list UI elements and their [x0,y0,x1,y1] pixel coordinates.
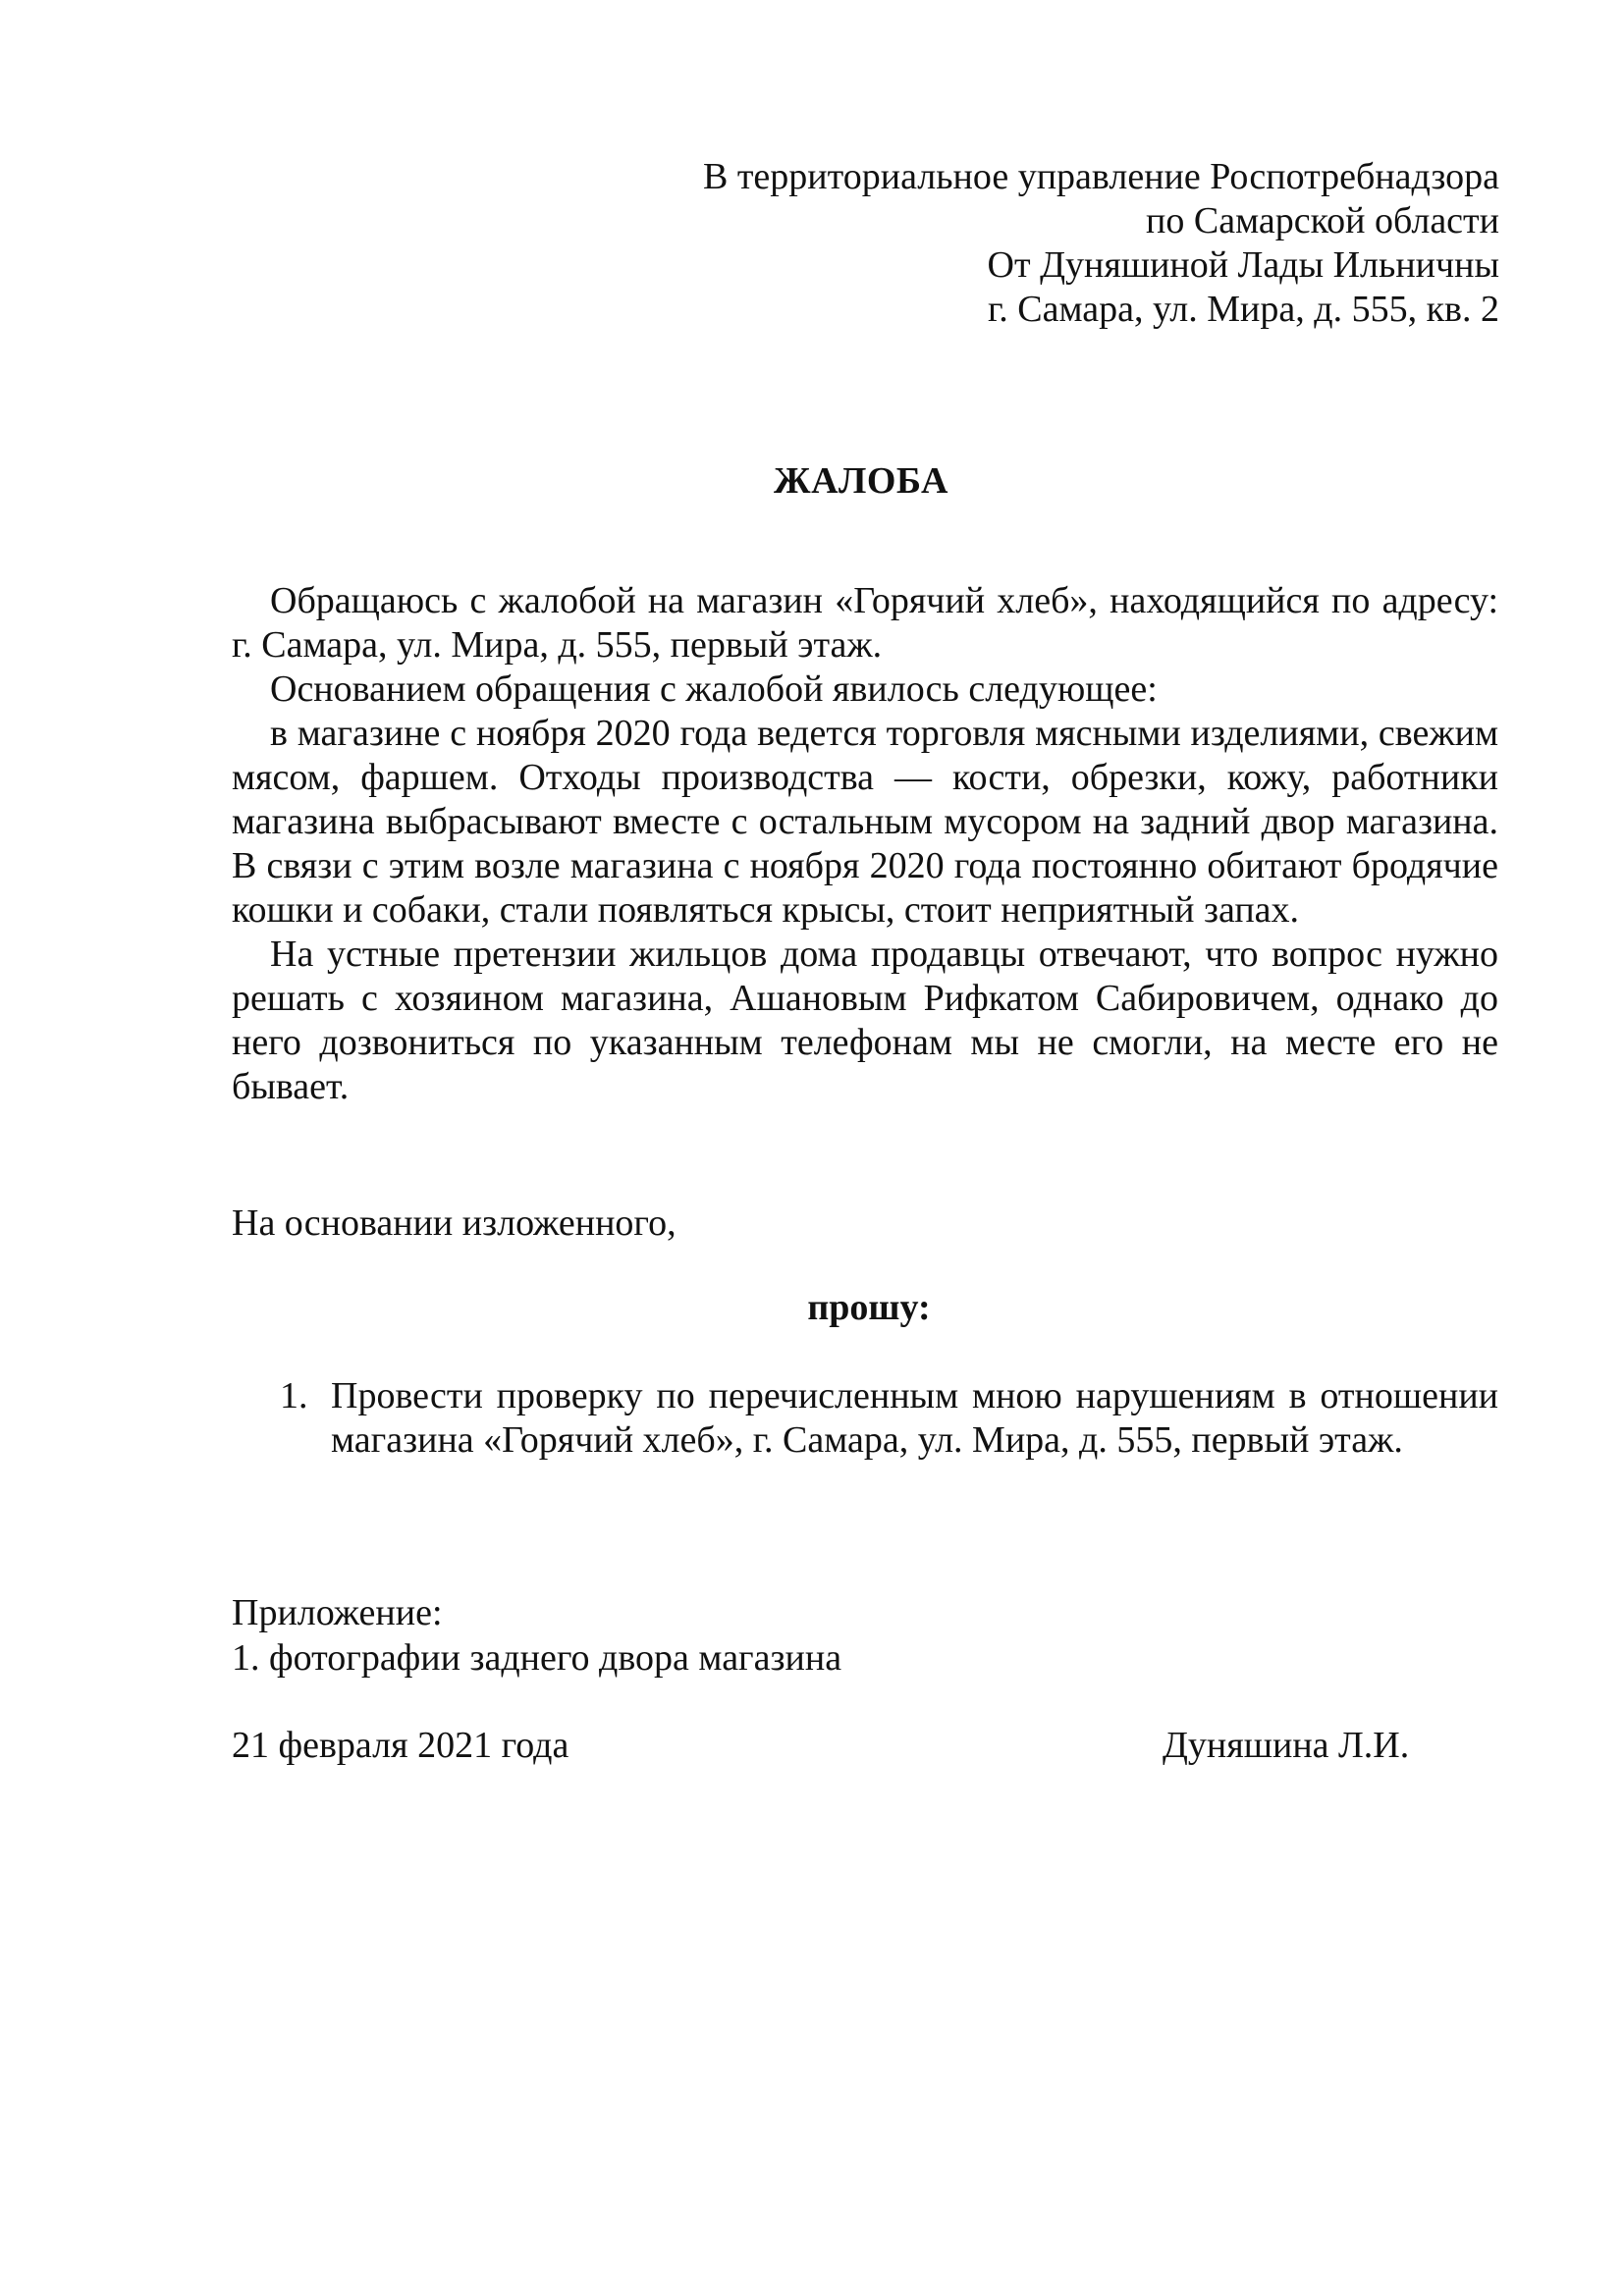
basis-line: На основании изложенного, [232,1202,677,1244]
addressee-line-4: г. Самара, ул. Мира, д. 555, кв. 2 [987,289,1499,330]
complaint-body [232,579,1498,1109]
addressee-line-2: по Самарской области [1146,200,1499,241]
addressee-block [703,155,1499,332]
body-paragraph-2: Основанием обращения с жалобой явилось следующее: [270,668,1158,710]
document-date: 21 февраля 2021 года [232,1725,569,1766]
request-heading: прошу: [807,1287,931,1328]
attachment-heading: Приложение: [232,1592,443,1633]
request-item-number: 1. [280,1375,308,1416]
addressee-line-3: От Дуняшиной Лады Ильничны [987,244,1499,286]
body-paragraph-3: в магазине с ноября 2020 года ведется торговля мясными изделиями, свежим мясом, фаршем. Отходы производства — кости, обрезки, кожу, работники магазина выбрасывают вместе с остальным мусором на задний двор магазина. В связи с этим возле магазина с ноября 2020 года постоянно обитают бродячие кошки и собаки, стали появляться крысы, стоит неприятный запах. [232,713,1498,931]
body-paragraph-1: Обращаюсь с жалобой на магазин «Горячий хлеб», находящийся по адресу: г. Самара, ул. Мира, д. 555, первый этаж. [232,580,1498,666]
attachment-block [232,1590,841,1681]
signature-name: Дуняшина Л.И. [1163,1725,1410,1766]
request-item-text: Провести проверку по перечисленным мною нарушениям в отношении магазина «Горячий хлеб», г. Самара, ул. Мира, д. 555, первый этаж. [331,1375,1498,1461]
addressee-line-1: В территориальное управление Роспотребнадзора [702,156,1499,197]
body-paragraph-4: На устные претензии жильцов дома продавцы отвечают, что вопрос нужно решать с хозяином магазина, Ашановым Рифкатом Сабировичем, однако до него дозвониться по указанным телефонам мы не смогли, на месте его не бывает. [232,934,1498,1107]
document-title: ЖАЛОБА [774,460,948,502]
request-item [280,1374,1498,1463]
attachment-item-1: 1. фотографии заднего двора магазина [232,1637,842,1679]
request-list [280,1374,1498,1463]
